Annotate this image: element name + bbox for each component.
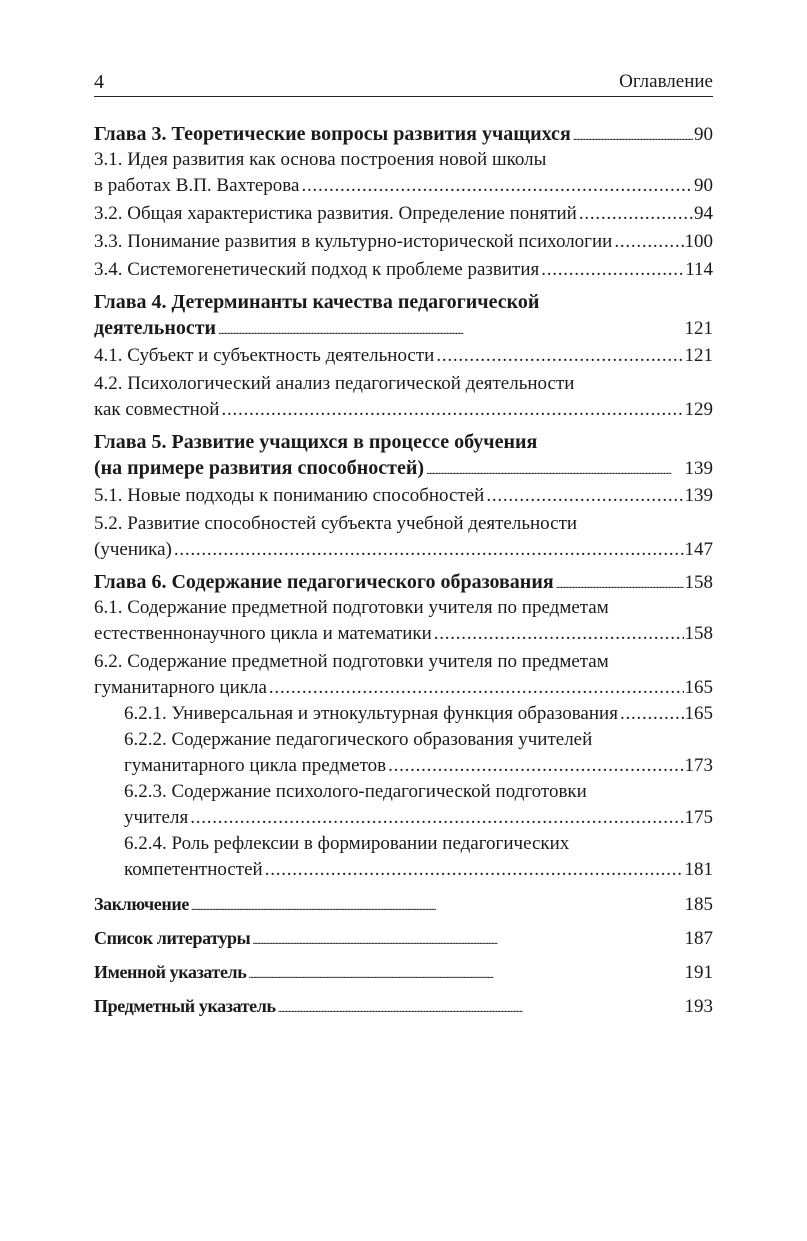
toc-section-4-2[interactable] — [94, 371, 713, 423]
toc-entry-title-line: 6.2.2. Содержание педагогического образования учителей — [124, 729, 593, 750]
leader-dots — [278, 996, 684, 1022]
toc-entry-title: гуманитарного цикла предметов — [124, 755, 387, 776]
toc-section-6-1[interactable] — [94, 595, 713, 647]
toc-entry-title: как совместной — [94, 399, 220, 420]
running-title: Оглавление — [619, 71, 713, 92]
toc-entry-page: 158 — [684, 623, 713, 644]
toc-conclusion[interactable] — [94, 891, 713, 917]
leader-dots — [486, 483, 683, 509]
toc-entry-page: 193 — [684, 996, 713, 1017]
toc-entry-title: 3.3. Понимание развития в культурно-исторической психологии — [94, 231, 613, 252]
toc-section-3-1[interactable] — [94, 147, 713, 199]
toc-entry-title: 5.1. Новые подходы к пониманию способностей — [94, 485, 485, 506]
toc-entry-title-line: 6.2.4. Роль рефлексии в формировании педагогических — [124, 833, 570, 854]
toc-entry-title: компетентностей — [124, 859, 263, 880]
toc-section-4-1[interactable] — [94, 343, 713, 369]
toc-entry-page: 158 — [684, 572, 713, 593]
toc-entry-title-line: 6.2. Содержание предметной подготовки учителя по предметам — [94, 651, 609, 672]
leader-dots — [434, 621, 684, 647]
leader-dots — [301, 173, 693, 199]
toc-entry-title: Именной указатель — [94, 962, 247, 982]
toc-entry-page: 165 — [684, 677, 713, 698]
toc-entry-title: 3.2. Общая характеристика развития. Определение понятий — [94, 203, 577, 224]
toc-entry-page: 173 — [684, 755, 713, 776]
leader-dots — [265, 857, 684, 883]
table-of-contents — [94, 121, 713, 1019]
toc-subsection-6-2-2[interactable] — [94, 727, 713, 779]
toc-chapter-4[interactable] — [94, 289, 713, 341]
toc-name-index[interactable] — [94, 959, 713, 985]
leader-dots — [174, 537, 684, 563]
leader-dots — [269, 675, 684, 701]
toc-entry-title: Глава 6. Содержание педагогического образования — [94, 571, 554, 593]
toc-entry-title: деятельности — [94, 317, 217, 339]
toc-entry-title-line: 6.1. Содержание предметной подготовки учителя по предметам — [94, 597, 609, 618]
toc-entry-page: 121 — [684, 318, 713, 339]
toc-entry-page: 181 — [684, 859, 713, 880]
toc-entry-title-line: 3.1. Идея развития как основа построения новой школы — [94, 149, 547, 170]
toc-section-6-2[interactable] — [94, 649, 713, 701]
toc-subsection-6-2-4[interactable] — [94, 831, 713, 883]
toc-entry-page: 114 — [685, 259, 713, 280]
toc-entry-page: 90 — [694, 124, 713, 145]
toc-entry-title: Список литературы — [94, 928, 251, 948]
toc-section-5-1[interactable] — [94, 483, 713, 509]
toc-subsection-6-2-1[interactable] — [94, 701, 713, 727]
leader-dots — [620, 701, 684, 727]
leader-dots — [579, 201, 693, 227]
leader-dots — [436, 343, 683, 369]
leader-dots — [252, 928, 683, 954]
toc-subject-index[interactable] — [94, 993, 713, 1019]
toc-entry-page: 100 — [684, 231, 713, 252]
toc-entry-title: в работах В.П. Вахтерова — [94, 175, 300, 196]
toc-entry-title: учителя — [124, 807, 189, 828]
toc-section-5-2[interactable] — [94, 511, 713, 563]
leader-dots — [221, 397, 683, 423]
toc-entry-title-line: 5.2. Развитие способностей субъекта учебной деятельности — [94, 513, 578, 534]
toc-entry-title-line: Глава 5. Развитие учащихся в процессе обучения — [94, 431, 538, 453]
toc-entry-page: 139 — [684, 458, 713, 479]
leader-dots — [614, 229, 683, 255]
toc-entry-page: 175 — [684, 807, 713, 828]
leader-dots — [541, 257, 684, 283]
toc-entry-title: естественнонаучного цикла и математики — [94, 623, 432, 644]
running-header — [94, 68, 713, 97]
toc-entry-title: (ученика) — [94, 539, 172, 560]
toc-chapter-6[interactable] — [94, 569, 713, 595]
toc-entry-page: 191 — [684, 962, 713, 983]
page-number: 4 — [94, 71, 104, 93]
leader-dots — [218, 318, 683, 344]
toc-section-3-4[interactable] — [94, 257, 713, 283]
toc-entry-title-line: Глава 4. Детерминанты качества педагогической — [94, 291, 540, 313]
toc-entry-page: 185 — [684, 894, 713, 915]
toc-subsection-6-2-3[interactable] — [94, 779, 713, 831]
toc-entry-page: 165 — [684, 703, 713, 724]
toc-section-3-2[interactable] — [94, 201, 713, 227]
toc-entry-title: Заключение — [94, 894, 189, 914]
toc-entry-page: 187 — [684, 928, 713, 949]
toc-entry-page: 94 — [694, 203, 713, 224]
toc-entry-title: Глава 3. Теоретические вопросы развития учащихся — [94, 123, 571, 145]
toc-entry-title: гуманитарного цикла — [94, 677, 267, 698]
toc-entry-page: 90 — [694, 175, 713, 196]
toc-entry-page: 139 — [684, 485, 713, 506]
toc-section-3-3[interactable] — [94, 229, 713, 255]
toc-entry-title: (на примере развития способностей) — [94, 457, 425, 479]
toc-references[interactable] — [94, 925, 713, 951]
toc-entry-title-line: 6.2.3. Содержание психолого-педагогической подготовки — [124, 781, 587, 802]
toc-entry-title: 6.2.1. Универсальная и этнокультурная функция образования — [124, 703, 618, 724]
leader-dots — [248, 962, 683, 988]
toc-chapter-3[interactable] — [94, 121, 713, 147]
toc-entry-page: 121 — [684, 345, 713, 366]
toc-entry-title: Предметный указатель — [94, 996, 276, 1016]
leader-dots — [388, 753, 683, 779]
toc-chapter-5[interactable] — [94, 429, 713, 481]
leader-dots — [426, 458, 683, 484]
toc-entry-title-line: 4.2. Психологический анализ педагогической деятельности — [94, 373, 575, 394]
leader-dots — [191, 894, 684, 920]
leader-dots — [190, 805, 683, 831]
toc-entry-page: 129 — [684, 399, 713, 420]
toc-entry-title: 3.4. Системогенетический подход к проблеме развития — [94, 259, 540, 280]
toc-entry-page: 147 — [684, 539, 713, 560]
toc-entry-title: 4.1. Субъект и субъектность деятельности — [94, 345, 435, 366]
